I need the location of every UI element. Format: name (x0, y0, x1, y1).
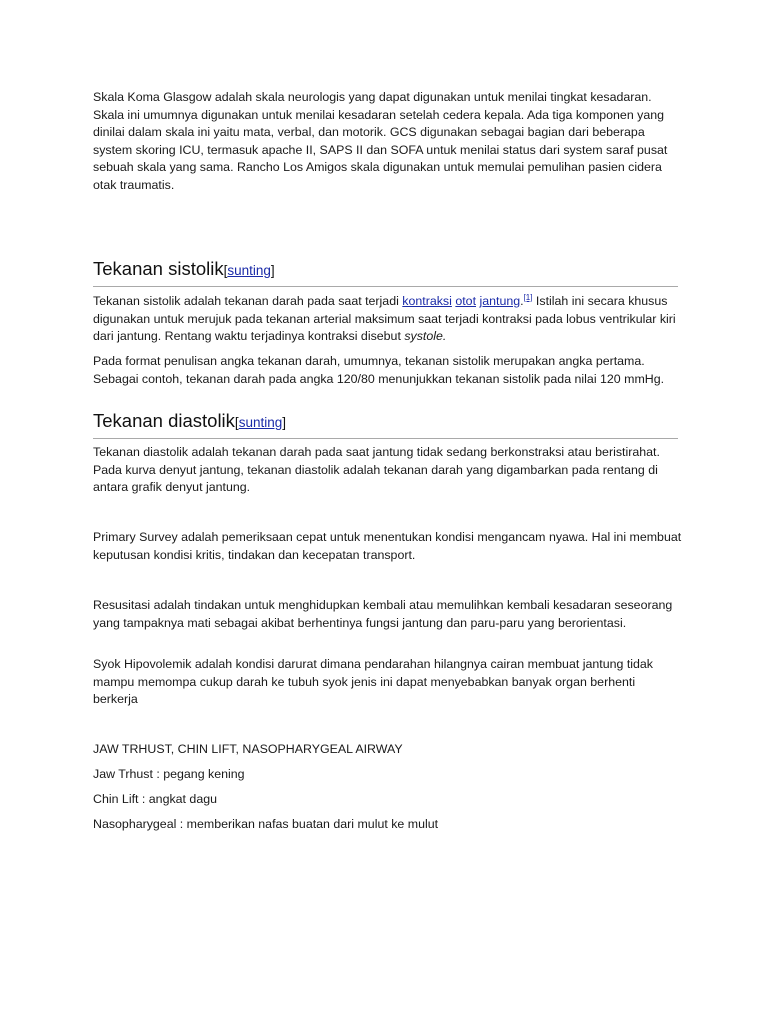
link-otot[interactable]: otot (455, 294, 477, 308)
bracket-open: [ (234, 415, 239, 430)
resusitasi-paragraph: Resusitasi adalah tindakan untuk menghidupkan kembali atau memulihkan kembali kesadaran seseorang yang tampaknya mati sebagai akibat berhentinya fungsi jantung dan paru-paru yang berorientasi. (93, 598, 673, 630)
chin-lift-line: Chin Lift : angkat dagu (93, 792, 217, 806)
nasopharyngeal-line: Nasopharygeal : memberikan nafas buatan dari mulut ke mulut (93, 817, 439, 831)
gcs-paragraph: Skala Koma Glasgow adalah skala neurologis yang dapat digunakan untuk menilai tingkat kesadaran. Skala ini umumnya digunakan untuk menilai kesadaran setelah cedera kepala. Ada tiga komponen yang dinilai dalam skala ini yaitu mata, verbal, dan motorik. GCS digunakan sebagai bagian dari beberapa system skoring ICU, termasuk apache II, SAPS II dan SOFA untuk menilai status dari system saraf pusat sebuah skala yang sama. Rancho Los Amigos skala digunakan untuk memulai pemulihan pasien cidera otak traumatis. (93, 90, 668, 192)
section-heading-sistolik (93, 257, 678, 287)
edit-section-link[interactable]: sunting (227, 263, 271, 278)
heading-title: Tekanan sistolik (93, 258, 224, 279)
syok-paragraph: Syok Hipovolemik adalah kondisi darurat dimana pendarahan hilangnya cairan membuat jantung tidak mampu memompa cukup darah ke tubuh syok jenis ini dapat menyebabkan banyak organ berhenti berkerja (93, 657, 653, 707)
sistolik-paragraph-2: Pada format penulisan angka tekanan darah, umumnya, tekanan sistolik merupakan angka pertama. Sebagai contoh, tekanan darah pada angka 120/80 menunjukkan tekanan sistolik pada nilai 120 mmHg. (93, 354, 665, 386)
text-span: Istilah ini secara khusus digunakan untuk merujuk pada tekanan arterial maksimum saat terjadi kontraksi pada lobus ventrikular kiri dari jantung. Rentang waktu terjadinya kontraksi disebut (93, 294, 676, 344)
jaw-thrust-line: Jaw Trhust : pegang kening (93, 767, 245, 781)
bracket-close: ] (270, 263, 275, 278)
diastolik-paragraph: Tekanan diastolik adalah tekanan darah pada saat jantung tidak sedang berkonstraksi atau beristirahat. Pada kurva denyut jantung, tekanan diastolik adalah tekanan darah yang digambarkan pada rentang di antara grafik denyut jantung. (93, 445, 660, 495)
edit-section-link[interactable]: sunting (238, 415, 283, 430)
edit-section-wrapper (224, 263, 275, 278)
section-heading-diastolik (93, 409, 678, 439)
airway-heading: JAW TRHUST, CHIN LIFT, NASOPHARYGEAL AIRWAY (93, 742, 403, 756)
edit-section-wrapper (235, 415, 286, 430)
link-kontraksi[interactable]: kontraksi (402, 294, 452, 308)
sistolik-paragraph-1 (93, 293, 683, 346)
bracket-close: ] (282, 415, 286, 430)
link-jantung[interactable]: jantung (479, 294, 521, 308)
bracket-open: [ (223, 263, 228, 278)
heading-title: Tekanan diastolik (93, 410, 235, 431)
text-period: . (520, 294, 524, 308)
primary-survey-paragraph: Primary Survey adalah pemeriksaan cepat untuk menentukan kondisi mengancam nyawa. Hal ini membuat keputusan kondisi kritis, tindakan dan kecepatan transport. (93, 530, 682, 562)
systole-term: systole. (404, 329, 447, 344)
text-span: Tekanan sistolik adalah tekanan darah pada saat terjadi (93, 294, 403, 308)
footnote-link[interactable]: [1] (523, 292, 533, 302)
